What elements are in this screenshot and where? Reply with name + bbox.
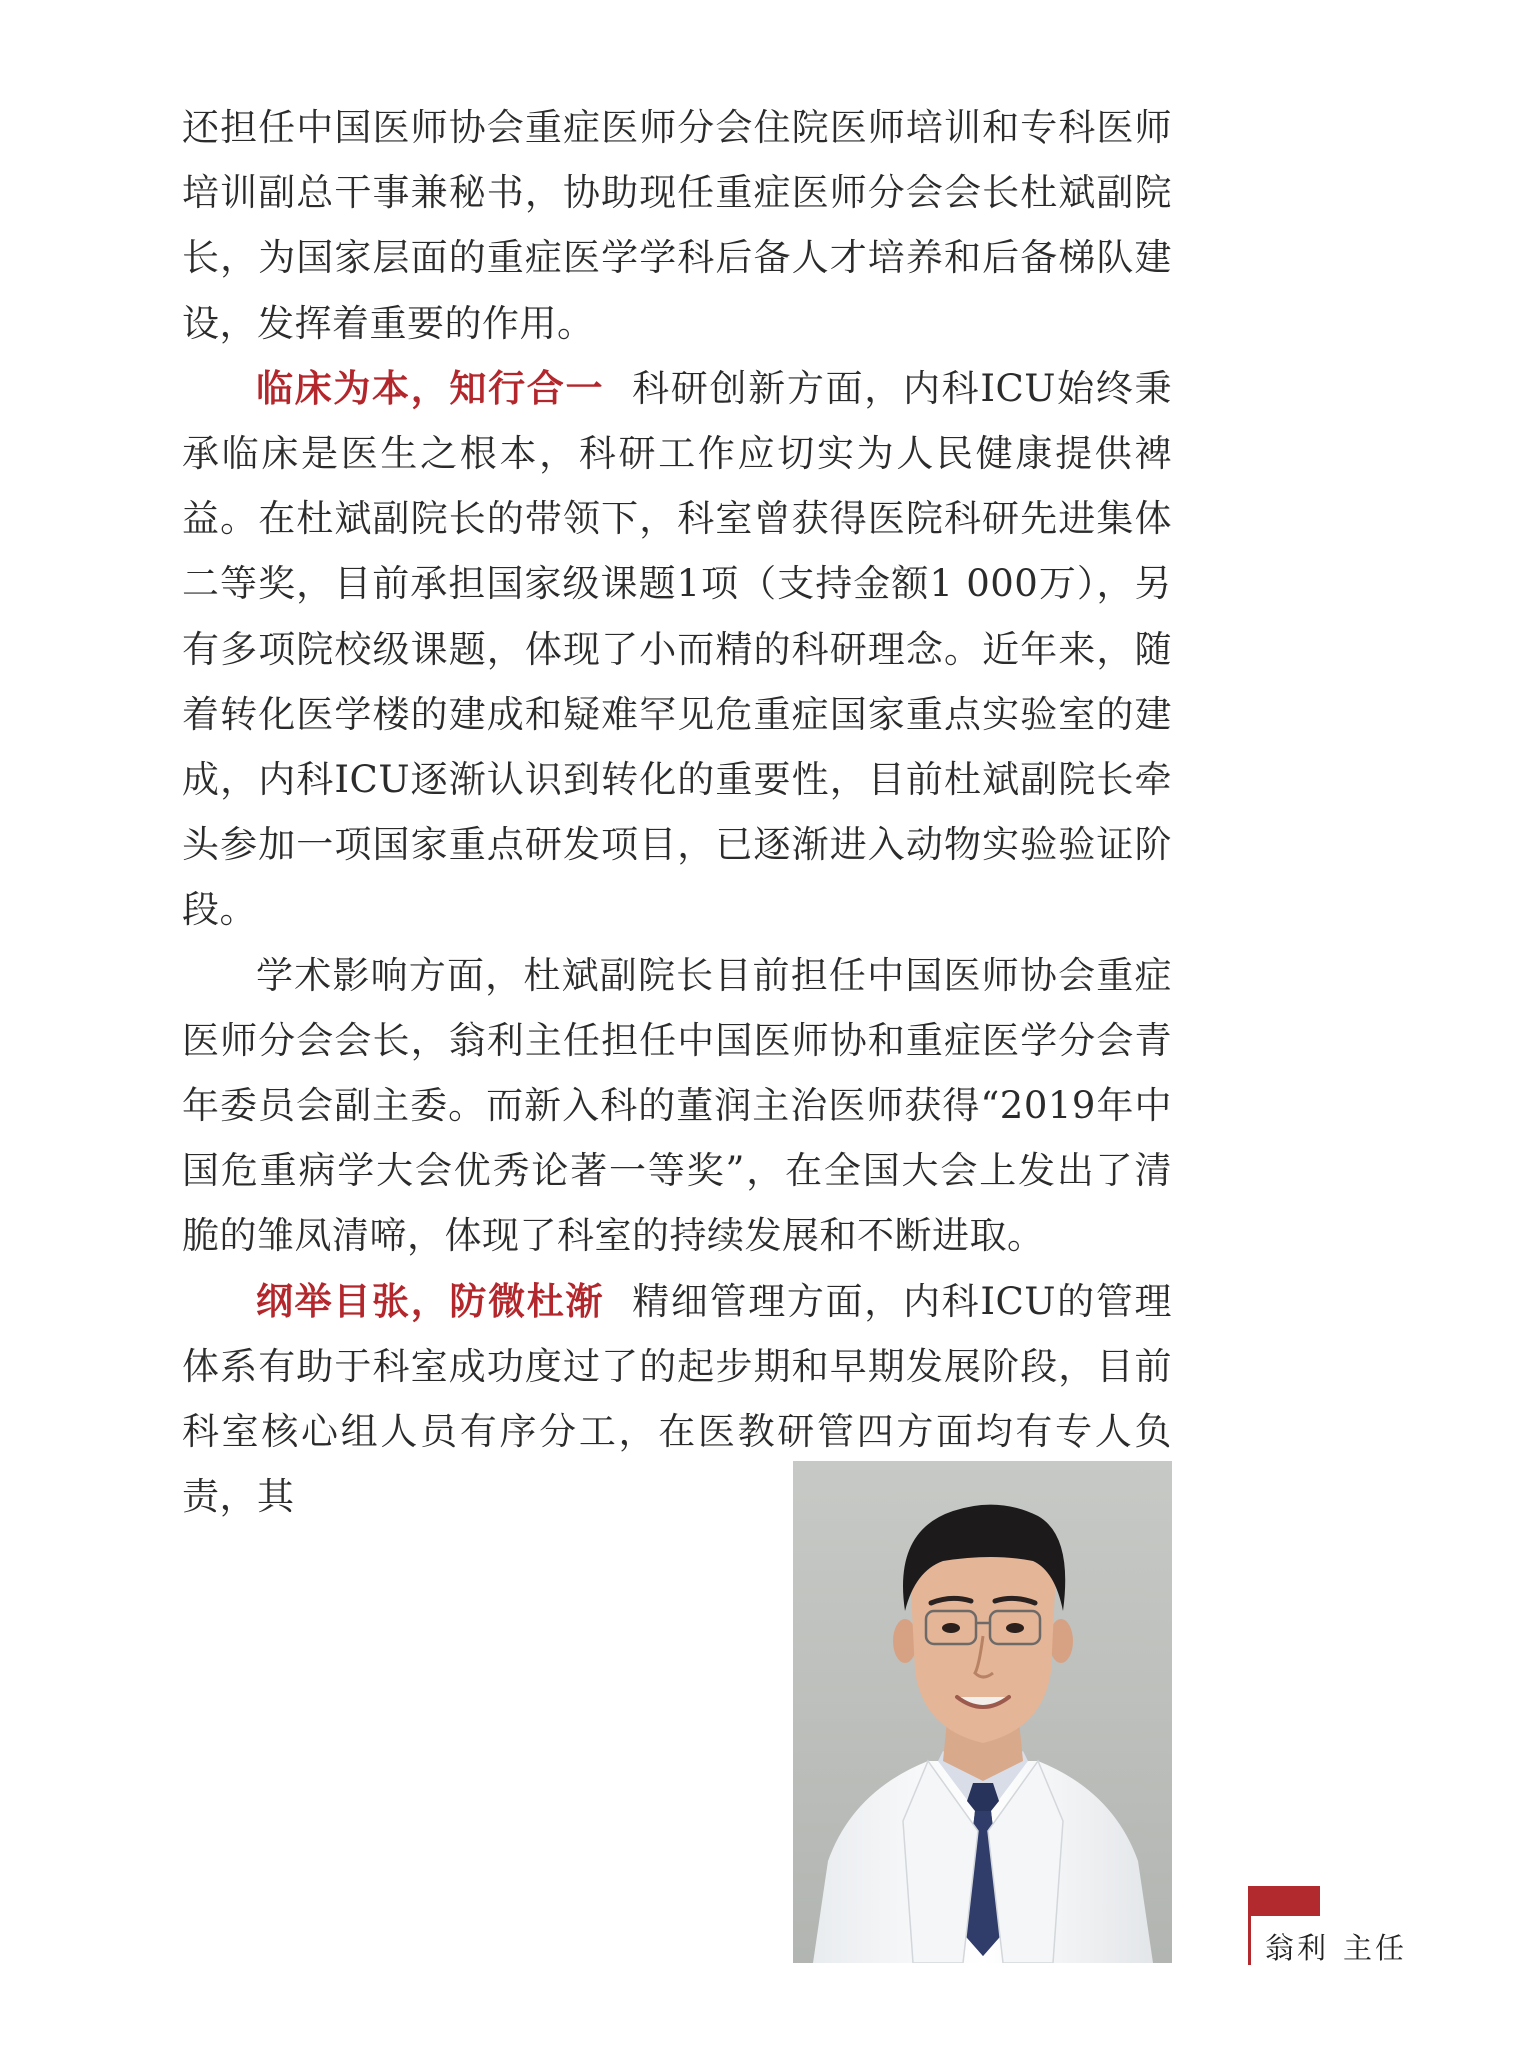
paragraph-text: 还担任中国医师协会重症医师分会住院医师培训和专科医师培训副总干事兼秘书，协助现任重症医师分会会长杜斌副院长，为国家层面的重症医学学科后备人才培养和后备梯队建设，发挥着重要的作用。 xyxy=(182,106,1172,345)
paragraph-text: 科研创新方面，内科ICU始终秉承临床是医生之根本，科研工作应切实为人民健康提供裨益。在杜斌副院长的带领下，科室曾获得医院科研先进集体二等奖，目前承担国家级课题1项（支持金额1 000万），另有多项院校级课题，体现了小而精的科研理念。近年来，随着转化医学楼的建成和疑难罕见危重症国家重点实验室的建成，内科ICU逐渐认识到转化的重要性，目前杜斌副院长牵头参加一项国家重点研发项目，已逐渐进入动物实验验证阶段。 xyxy=(182,366,1173,932)
article-body xyxy=(182,95,1172,1529)
caption-name: 翁利 xyxy=(1265,1931,1330,1965)
caption-title: 主任 xyxy=(1343,1931,1408,1965)
portrait-illustration xyxy=(793,1461,1172,1963)
caption-rule xyxy=(1248,1886,1251,1965)
paragraph-text: 精细管理方面，内科ICU的管理体系有助于科室成功度过了的起步期和早期发展阶段，目前科室核心组人员有序分工，在医教研管四方面均有专人负责，其 xyxy=(182,1279,1173,1519)
doctor-portrait-photo xyxy=(793,1461,1172,1963)
caption-accent-bar xyxy=(1250,1886,1320,1916)
section-heading-management: 纲举目张，防微杜渐 xyxy=(256,1278,605,1323)
paragraph-continuation xyxy=(182,95,1172,356)
section-heading-research: 临床为本，知行合一 xyxy=(256,365,605,410)
paragraph-research xyxy=(182,356,1172,943)
paragraph-text: 学术影响方面，杜斌副院长目前担任中国医师协会重症医师分会会长，翁利主任担任中国医师协和重症医学分会青年委员会副主委。而新入科的董润主治医师获得“2019年中国危重病学大会优秀论著一等奖”，在全国大会上发出了清脆的雏凤清啼，体现了科室的持续发展和不断进取。 xyxy=(182,953,1172,1258)
photo-caption xyxy=(1265,1926,1407,1967)
paragraph-academic xyxy=(182,943,1172,1269)
